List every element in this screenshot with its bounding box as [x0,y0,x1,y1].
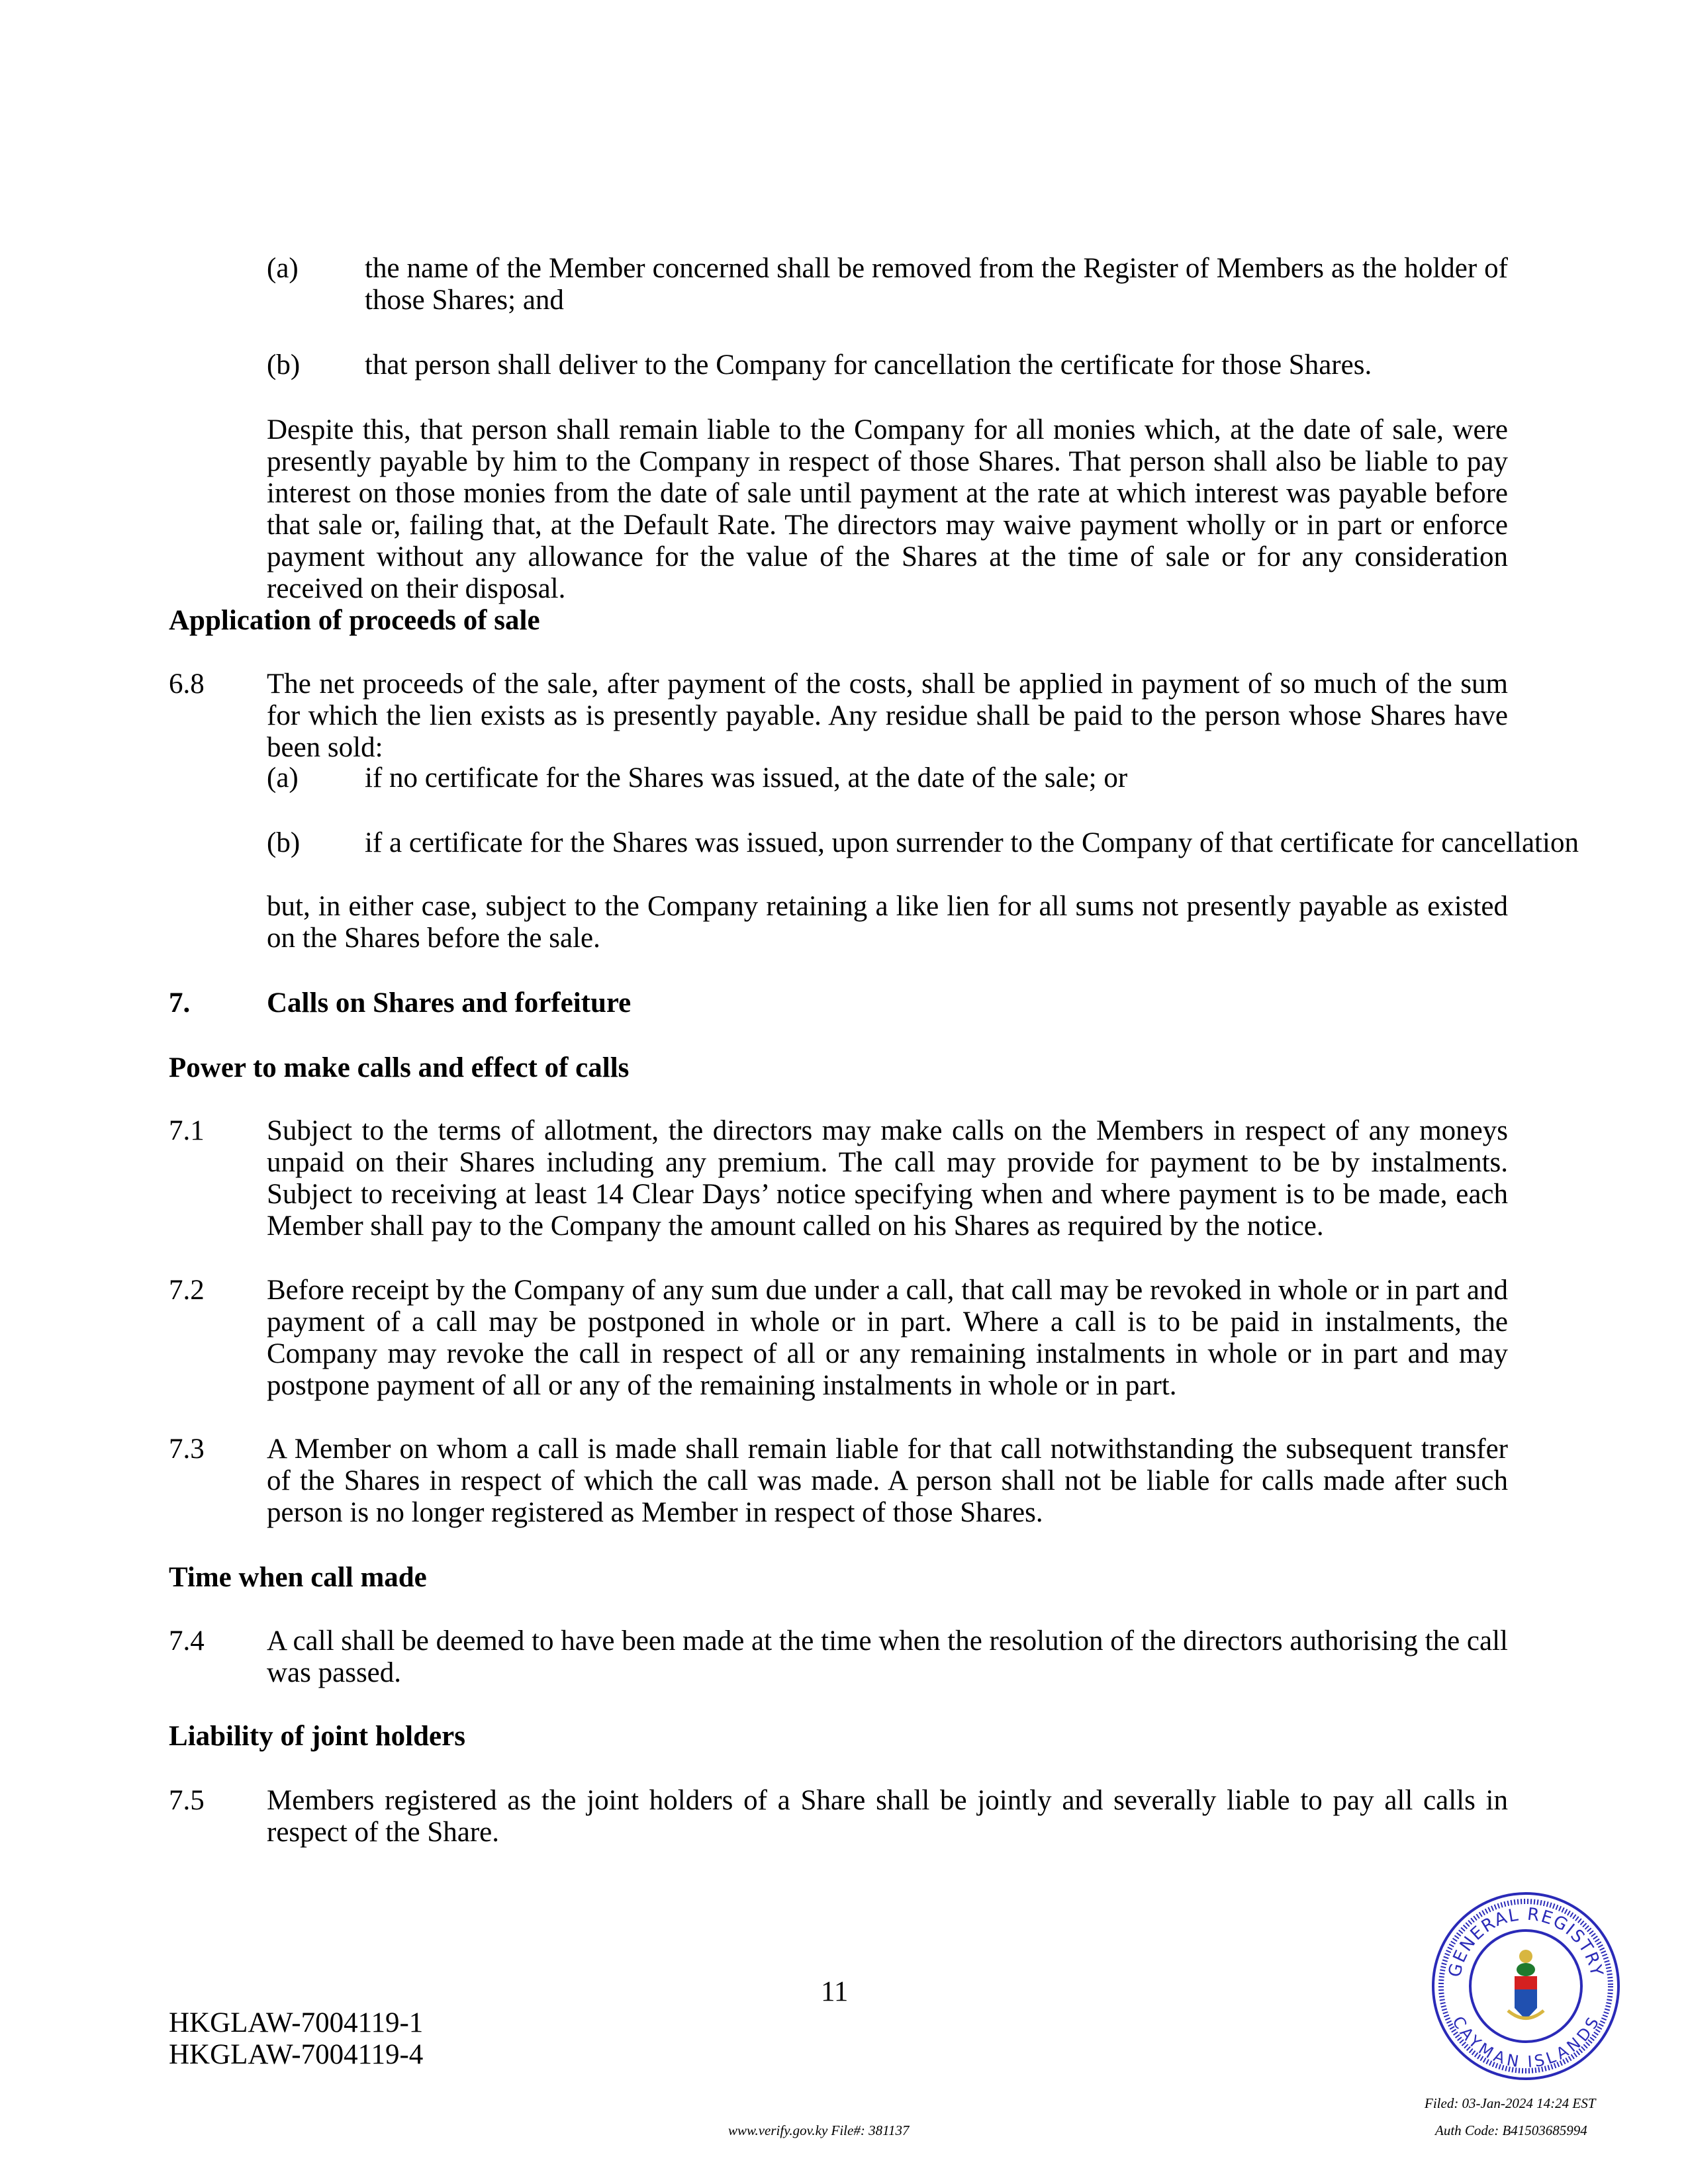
section-number: 7.3 [169,1433,205,1465]
section-7-3 [169,1433,1508,1529]
paragraph-despite: Despite this, that person shall remain liable to the Company for all monies which, at the date of sale, were presently payable by him to the Company in respect of those Shares. That person shall also be liable to pay interest on those monies from the date of sale until payment at the rate at which interest was payable before that sale or, failing that, at the Default Rate. The directors may waive payment wholly or in part or enforce payment without any allowance for the value of the Shares at the time of sale or for any consideration received on their disposal. [267,414,1508,604]
svg-text:CAYMAN ISLANDS: CAYMAN ISLANDS [1448,2013,1603,2071]
clause-label: (a) [267,253,299,284]
section-text: Before receipt by the Company of any sum due under a call, that call may be revoked in whole or in part and payment of a call may be postponed in whole or in part. Where a call is to be paid in instalments, the Company may revoke the call in respect of all or any remaining instalments in whole or in part and may postpone payment of all or any of the remaining instalments in whole or in part. [267,1275,1508,1401]
verify-link[interactable]: www.verify.gov.ky File#: 381137 [728,2122,910,2138]
section-number: 7.1 [169,1115,205,1146]
general-registry-seal-icon [1430,1890,1622,2082]
section-text: A Member on whom a call is made shall remain liable for that call notwithstanding the subsequent transfer of the Shares in respect of which the call was made. A person shall not be liable for calls made after such person is no longer registered as Member in respect of those Shares. [267,1433,1508,1528]
clause-label: (b) [267,827,301,858]
section-7-2 [169,1275,1508,1402]
auth-code: Auth Code: B41503685994 [1435,2122,1587,2138]
section-text: Members registered as the joint holders of a Share shall be jointly and severally liable to pay all calls in respect of the Share. [267,1785,1508,1848]
clause-text: if no certificate for the Shares was issued, at the date of the sale; or [365,762,1128,794]
section-7-5 [169,1785,1508,1848]
heading-liability-of-joint-holders: Liability of joint holders [169,1721,465,1752]
section-number: 7.5 [169,1785,205,1816]
paragraph-either-case: but, in either case, subject to the Company retaining a like lien for all sums not presently payable as existed on the Shares before the sale. [267,891,1508,954]
clause-text: the name of the Member concerned shall be removed from the Register of Members as the holder of those Shares; and [365,253,1508,316]
section-text: A call shall be deemed to have been made at the time when the resolution of the directors authorising the call was passed. [267,1625,1508,1688]
section-number: 7.2 [169,1275,205,1306]
heading-application-of-proceeds: Application of proceeds of sale [169,605,540,636]
section-number: 6.8 [169,668,205,700]
clause-a [267,253,1508,316]
section-7-1 [169,1115,1508,1242]
section-text: Subject to the terms of allotment, the directors may make calls on the Members in respect of any moneys unpaid on their Shares including any premium. The call may provide for payment to be by instalments. Subject to receiving at least 14 Clear Days’ notice specifying when and where payment is to be made, each Member shall pay to the Company the amount called on his Shares as required by the notice. [267,1115,1508,1242]
clause-text: that person shall deliver to the Company for cancellation the certificate for those Shares. [365,349,1372,381]
svg-text:GENERAL REGISTRY: GENERAL REGISTRY [1444,1904,1607,1979]
document-reference-1: HKGLAW-7004119-1 [169,2007,424,2038]
heading-time-when-call-made: Time when call made [169,1562,427,1593]
section-number: 7.4 [169,1625,205,1657]
clause-b [267,349,1508,381]
heading-power-to-make-calls: Power to make calls and effect of calls [169,1052,630,1083]
section-number: 7. [169,987,191,1019]
section-7-heading [169,987,1508,1019]
filed-timestamp: Filed: 03-Jan-2024 14:24 EST [1425,2095,1596,2111]
section-title: Calls on Shares and forfeiture [267,987,632,1019]
page-number: 11 [821,1976,849,2007]
section-7-4 [169,1625,1508,1689]
clause-b [267,827,1579,859]
clause-a [267,762,1508,794]
document-reference-2: HKGLAW-7004119-4 [169,2039,424,2070]
clause-label: (a) [267,762,299,794]
clause-text: if a certificate for the Shares was issued, upon surrender to the Company of that certificate for cancellation [365,827,1579,858]
section-6-8 [169,668,1508,764]
clause-label: (b) [267,349,301,381]
section-text: The net proceeds of the sale, after payment of the costs, shall be applied in payment of so much of the sum for which the lien exists as is presently payable. Any residue shall be paid to the person whose Shares have been sold: [267,668,1508,763]
